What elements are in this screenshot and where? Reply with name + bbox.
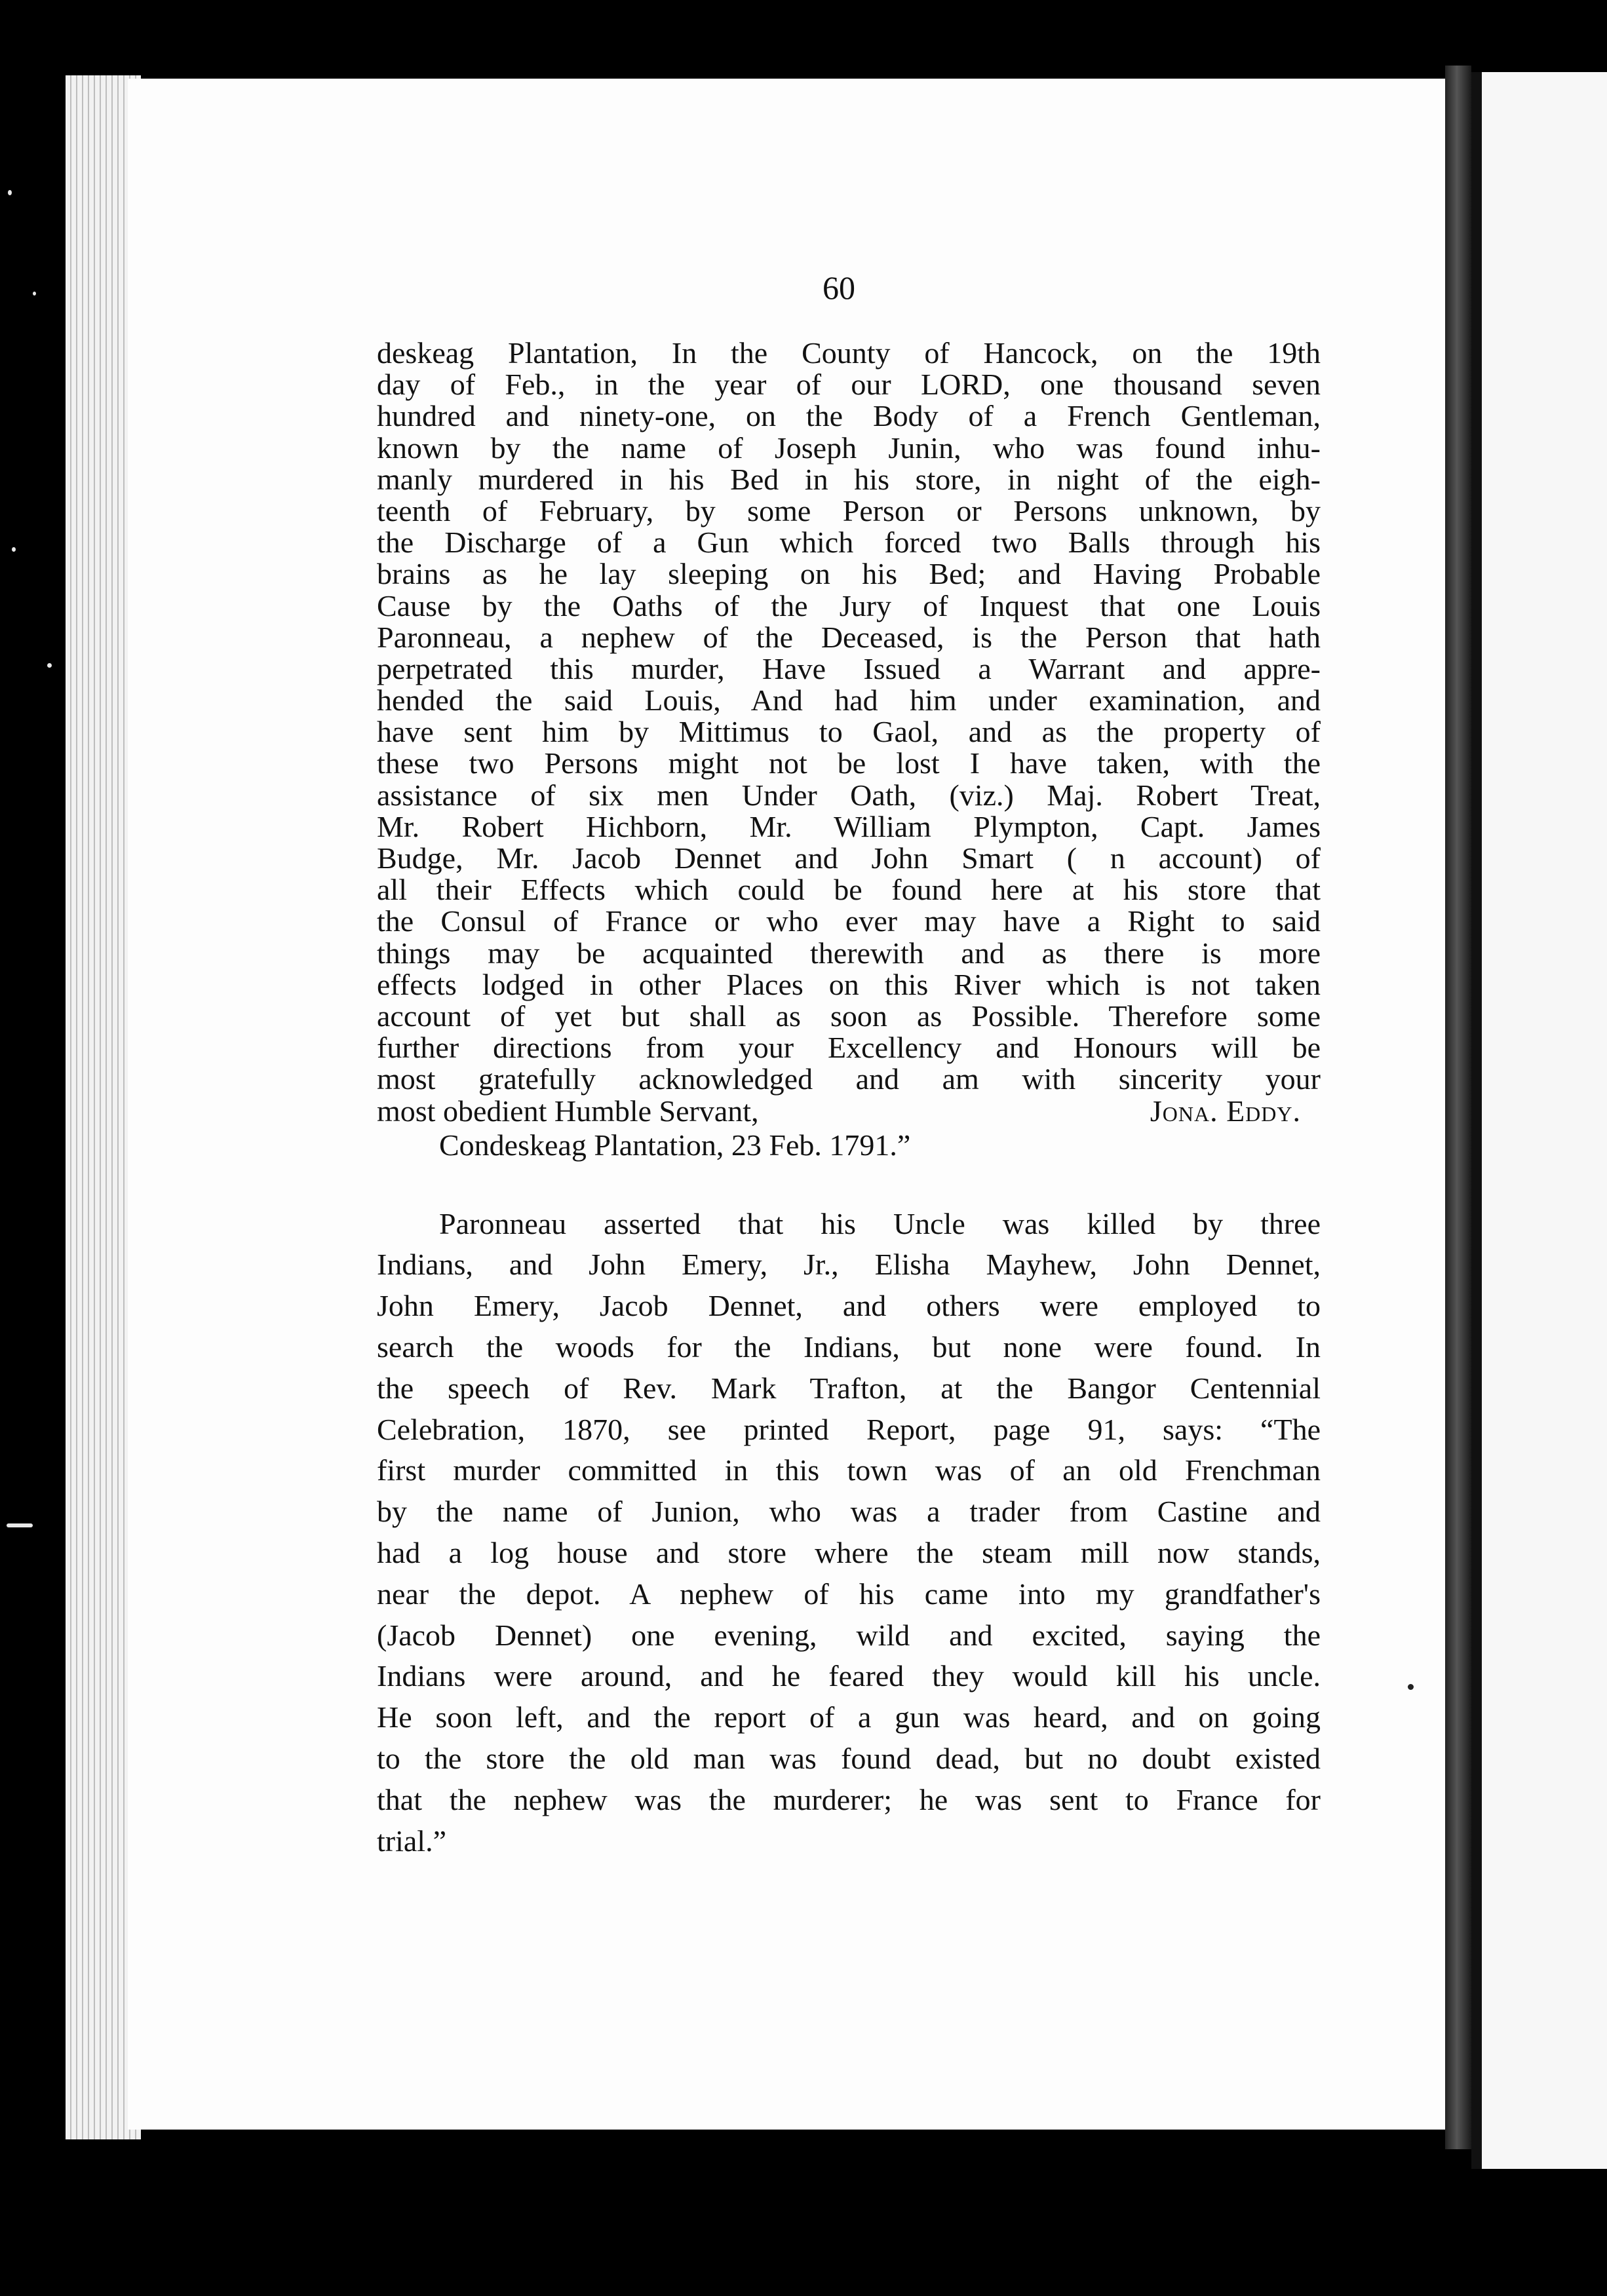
margin-speck (8, 190, 12, 195)
paragraph-line: John Emery, Jacob Dennet, and others were employed to (377, 1289, 1321, 1323)
letter-line: day of Feb., in the year of our LORD, one thousand seven (377, 368, 1321, 402)
facing-page-edge (1471, 72, 1607, 2169)
paragraph-line: Paronneau asserted that his Uncle was killed by three (439, 1206, 1321, 1240)
letter-line: brains as he lay sleeping on his Bed; and Having Probable (377, 557, 1321, 591)
paragraph-line: Celebration, 1870, see printed Report, page 91, says: “The (377, 1412, 1321, 1446)
signature-row (377, 1096, 1321, 1127)
body-paragraph (377, 1204, 1321, 1862)
letter-line: most gratefully acknowledged and am with sincerity your (377, 1062, 1321, 1096)
letter-line: known by the name of Joseph Junin, who was found inhu- (377, 430, 1321, 465)
letter-line: teenth of February, by some Person or Persons unknown, by (377, 493, 1321, 527)
paragraph-line: by the name of Junion, who was a trader from Castine and (377, 1495, 1321, 1529)
paragraph-line: first murder committed in this town was of an old Frenchman (377, 1453, 1321, 1487)
letter-line: have sent him by Mittimus to Gaol, and as the property of (377, 715, 1321, 749)
letter-line: Budge, Mr. Jacob Dennet and John Smart ( n account) of (377, 841, 1321, 875)
letter-line: the Discharge of a Gun which forced two Balls through his (377, 526, 1321, 560)
margin-speck (33, 292, 36, 296)
letter-line: manly murdered in his Bed in his store, in night of the eigh- (377, 462, 1321, 496)
facing-page-gutter (1471, 72, 1482, 2169)
paragraph-line: search the woods for the Indians, but none were found. In (377, 1330, 1321, 1364)
margin-speck (12, 547, 16, 552)
letter-line: Mr. Robert Hichborn, Mr. William Plympton, Capt. James (377, 809, 1321, 843)
letter-line: assistance of six men Under Oath, (viz.) Maj. Robert Treat, (377, 778, 1321, 812)
paragraph-line: had a log house and store where the steam mill now stands, (377, 1536, 1321, 1570)
page-text (377, 337, 1321, 1862)
letter-line: these two Persons might not be lost I have taken, with the (377, 746, 1321, 780)
letter-line: all their Effects which could be found here at his store that (377, 873, 1321, 907)
paragraph-line: near the depot. A nephew of his came into my grandfather's (377, 1577, 1321, 1611)
letter-line: account of yet but shall as soon as Possible. Therefore some (377, 999, 1321, 1033)
letter-line: perpetrated this murder, Have Issued a Warrant and appre- (377, 651, 1321, 685)
letter-signature: Jona. Eddy. (1150, 1094, 1301, 1128)
margin-speck (7, 1523, 33, 1527)
letter-dateline: Condeskeag Plantation, 23 Feb. 1791.” (439, 1128, 911, 1162)
letter-line: hundred and ninety-one, on the Body of a French Gentleman, (377, 399, 1321, 433)
page-number: 60 (823, 269, 855, 306)
paragraph-line: Indians were around, and he feared they would kill his uncle. (377, 1659, 1321, 1693)
letter-closing: most obedient Humble Servant, (377, 1094, 759, 1128)
quoted-letter (377, 337, 1321, 1163)
margin-speck (47, 663, 52, 668)
letter-line: further directions from your Excellency and Honours will be (377, 1031, 1321, 1065)
margin-speck (1408, 1684, 1414, 1690)
paragraph-line: Indians, and John Emery, Jr., Elisha Mayhew, John Dennet, (377, 1248, 1321, 1282)
paragraph-line: to the store the old man was found dead, but no doubt existed (377, 1742, 1321, 1776)
letter-line: Cause by the Oaths of the Jury of Inquest that one Louis (377, 588, 1321, 622)
letter-line: deskeag Plantation, In the County of Hancock, on the 19th (377, 336, 1321, 370)
binding-shadow (1445, 66, 1471, 2149)
paragraph-line: He soon left, and the report of a gun was heard, and on going (377, 1700, 1321, 1734)
letter-line: effects lodged in other Places on this River which is not taken (377, 967, 1321, 1001)
letter-line: things may be acquainted therewith and as there is more (377, 936, 1321, 970)
letter-line: hended the said Louis, And had him under examination, and (377, 683, 1321, 718)
paragraph-line: (Jacob Dennet) one evening, wild and excited, saying the (377, 1618, 1321, 1652)
letter-line: Paronneau, a nephew of the Deceased, is the Person that hath (377, 620, 1321, 654)
paragraph-line: the speech of Rev. Mark Trafton, at the Bangor Centennial (377, 1371, 1321, 1405)
paragraph-line: that the nephew was the murderer; he was sent to France for (377, 1782, 1321, 1816)
paragraph-line: trial.” (377, 1824, 446, 1858)
letter-line: the Consul of France or who ever may have a Right to said (377, 904, 1321, 938)
